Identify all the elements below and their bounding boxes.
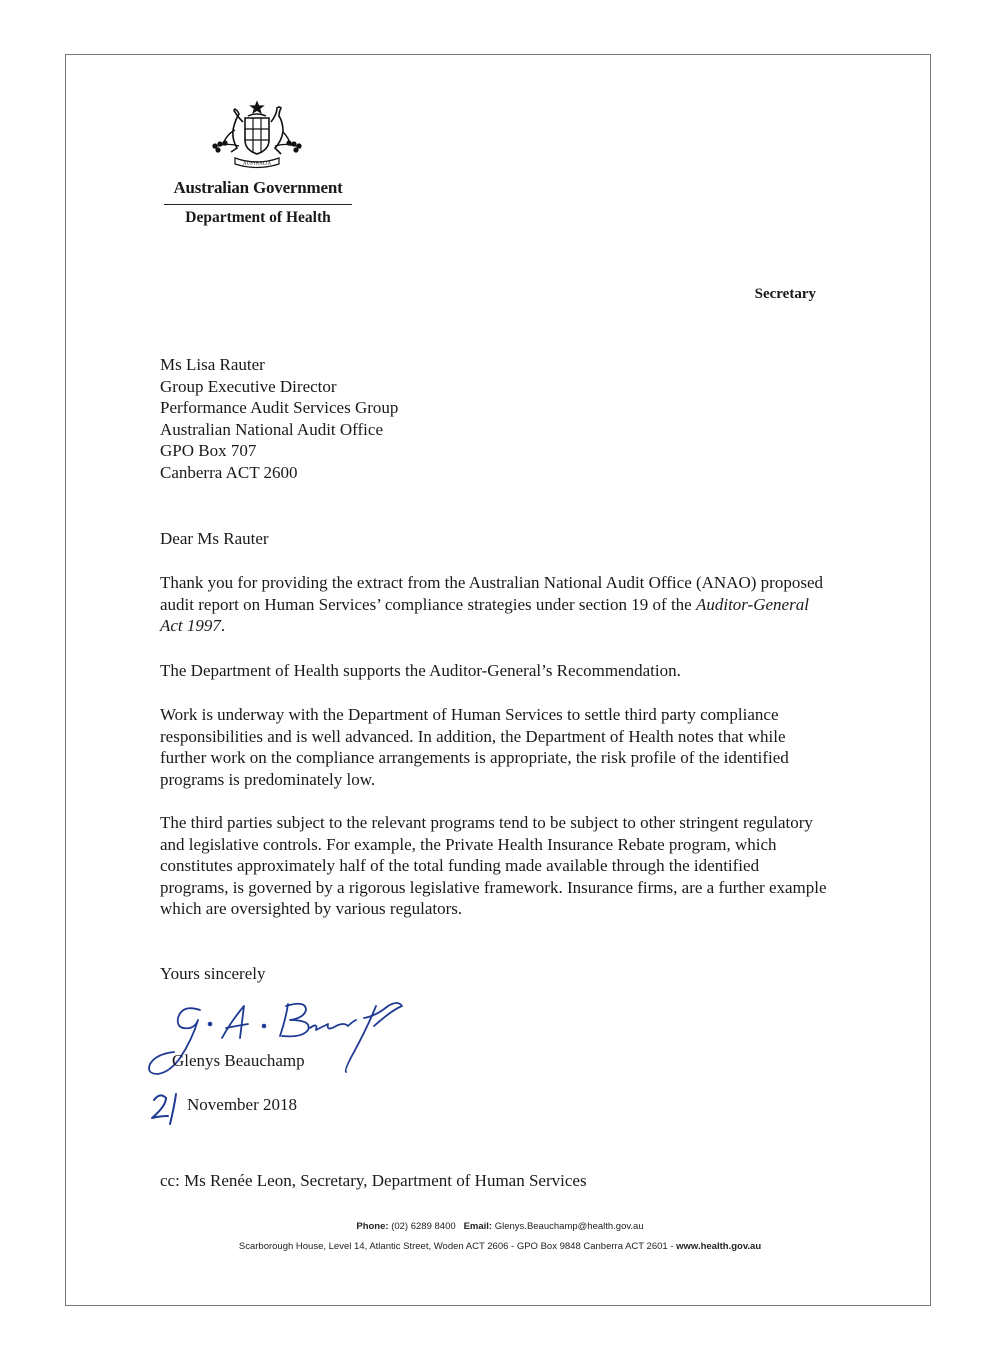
recipient-line: Performance Audit Services Group <box>160 398 399 418</box>
crest-motto: AUSTRALIA <box>242 161 272 167</box>
letterhead-divider <box>164 204 352 205</box>
recipient-line: Canberra ACT 2600 <box>160 462 298 482</box>
salutation: Dear Ms Rauter <box>160 529 269 548</box>
recipient-line: Group Executive Director <box>160 376 337 396</box>
department-name: Department of Health <box>185 209 331 226</box>
recipient-line: Ms Lisa Rauter <box>160 355 265 374</box>
recipient-line: Australian National Audit Office <box>160 419 383 439</box>
cc-line: cc: Ms Renée Leon, Secretary, Department of Human Services <box>160 1171 587 1190</box>
act-title: Auditor-General Act 1997 <box>160 594 809 636</box>
paragraph-3: Work is underway with the Department of Human Services to settle third party compliance responsibilities and is well advanced. In addition, the Department of Health notes that while further work on the compliance arrangements is appropriate, the risk profile of the identified programs is predominately low. <box>160 705 789 789</box>
paragraph-1 <box>160 572 830 637</box>
footer-contact <box>0 1221 1000 1232</box>
paragraph-1-end: . <box>220 616 226 636</box>
organisation-name: Australian Government <box>173 178 343 197</box>
website-link[interactable]: www.health.gov.au <box>676 1241 762 1252</box>
email-label: Email: <box>463 1221 493 1232</box>
phone-number: (02) 6289 8400 <box>391 1221 456 1232</box>
phone-label: Phone: <box>356 1221 389 1232</box>
signatory-name: Glenys Beauchamp <box>172 1051 305 1070</box>
recipient-line: GPO Box 707 <box>160 441 257 461</box>
coat-of-arms-icon <box>205 100 309 170</box>
paragraph-2: The Department of Health supports the Auditor-General’s Recommendation. <box>160 661 681 680</box>
email-address[interactable]: Glenys.Beauchamp@health.gov.au <box>494 1221 644 1232</box>
postal-address: Scarborough House, Level 14, Atlantic Street, Woden ACT 2606 - GPO Box 9848 Canberra ACT 2601 - <box>238 1241 677 1252</box>
handwritten-day <box>146 1090 186 1126</box>
paragraph-4: The third parties subject to the relevant programs tend to be subject to other stringent regulatory and legislative controls. For example, the Private Health Insurance Rebate program, which constitutes approximately half of the total funding made available through the identified programs, is governed by a rigorous legislative framework. Insurance firms, are a further example which are oversighted by various regulators. <box>160 813 827 919</box>
closing: Yours sincerely <box>160 964 266 983</box>
paragraph-1-text: Thank you for providing the extract from the Australian National Audit Office (ANAO) proposed audit report on Human Services’ compliance strategies under section 19 of the <box>160 573 823 614</box>
recipient-address <box>160 354 830 484</box>
footer-address <box>0 1241 1000 1252</box>
letter-date: November 2018 <box>187 1095 298 1114</box>
sender-title: Secretary <box>754 286 816 302</box>
